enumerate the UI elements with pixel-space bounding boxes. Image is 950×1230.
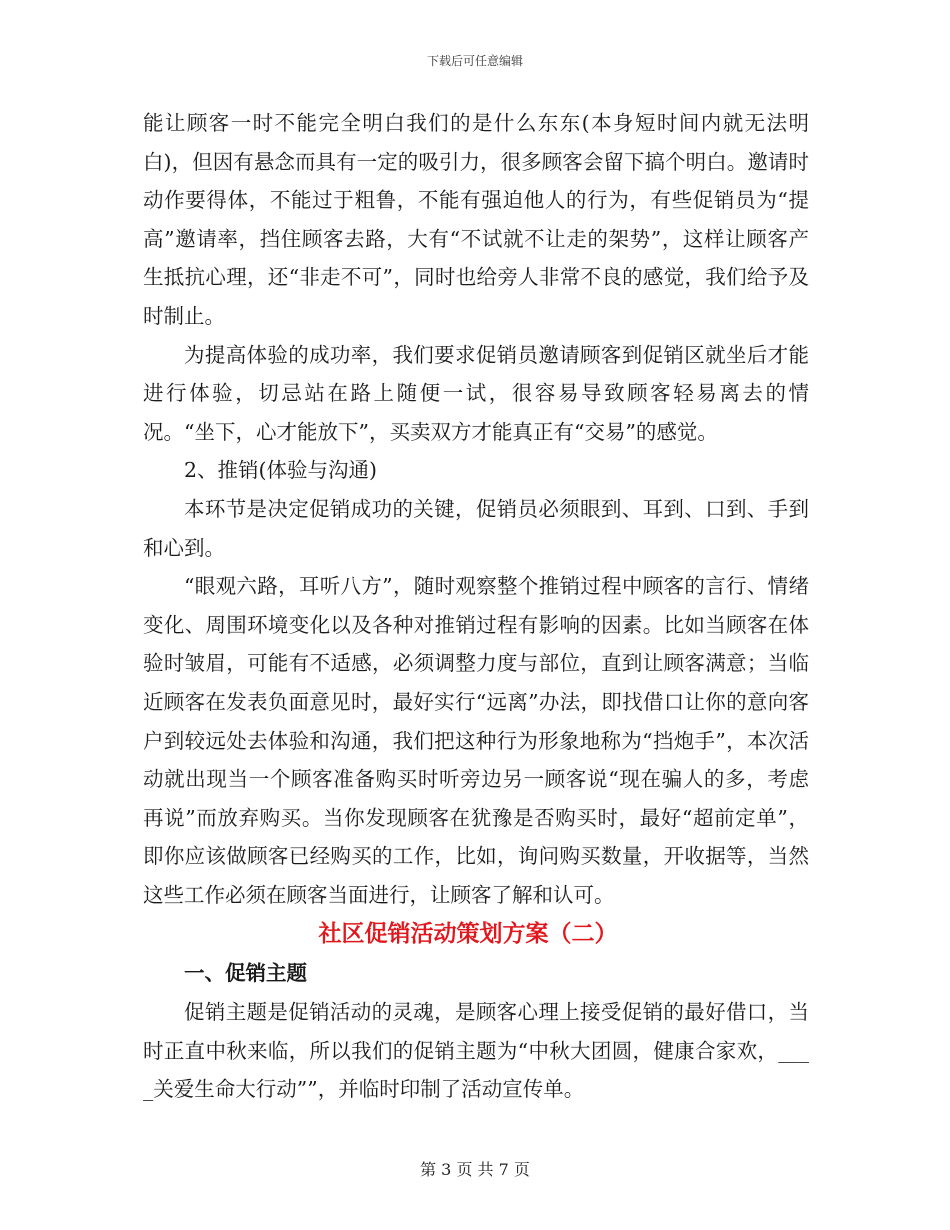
page-header: 下载后可任意编辑 xyxy=(426,54,523,68)
page-footer: 第 3 页 共 7 页 xyxy=(420,1160,530,1179)
subheading-promotion: 2、推销(体验与沟通) xyxy=(184,458,378,483)
paragraph-continuation: 能让顾客一时不能完全明白我们的是什么东东(本身短时间内就无法明白)，但因有悬念而具有一定的吸引力，很多顾客会留下搞个明白。邀请时动作要得体，不能过于粗鲁，不能有强迫他人的行为，有些促销员为“提高”邀请率，挡住顾客去路，大有“不试就不让走的架势”，这样让顾客产生抵抗心理，还“非走不可”，同时也给旁人非常不良的感觉，我们给予及时制止。 xyxy=(143,111,809,328)
section-heading: 一、促销主题 xyxy=(184,961,307,986)
paragraph-theme: 促销主题是促销活动的灵魂，是顾客心理上接受促销的最好借口，当时正直中秋来临，所以我们的促销主题为“中秋大团圆，健康合家欢，____关爱生命大行动””，并临时印制了活动宣传单。 xyxy=(143,1000,809,1102)
paragraph-experience: 为提高体验的成功率，我们要求促销员邀请顾客到促销区就坐后才能进行体验，切忌站在路上随便一试，很容易导致顾客轻易离去的情况。“坐下，心才能放下”，买卖双方才能真正有“交易”的感觉。 xyxy=(143,342,809,444)
paragraph-observation: “眼观六路，耳听八方”，随时观察整个推销过程中顾客的言行、情绪变化、周围环境变化以及各种对推销过程有影响的因素。比如当顾客在体验时皱眉，可能有不适感，必须调整力度与部位，直到让顾客满意；当临近顾客在发表负面意见时，最好实行“远离”办法，即找借口让你的意向客户到较远处去体验和沟通，我们把这种行为形象地称为“挡炮手”，本次活动就出现当一个顾客准备购买时听旁边另一顾客说“现在骗人的多，考虑再说”而放弃购买。当你发现顾客在犹豫是否购买时，最好“超前定单”，即你应该做顾客已经购买的工作，比如，询问购买数量，开收据等，当然这些工作必须在顾客当面进行，让顾客了解和认可。 xyxy=(143,574,809,907)
document-body xyxy=(143,104,809,1109)
section-title: 社区促销活动策划方案（二） xyxy=(318,920,618,948)
paragraph-key-step: 本环节是决定促销成功的关键，促销员必须眼到、耳到、口到、手到和心到。 xyxy=(143,496,809,560)
